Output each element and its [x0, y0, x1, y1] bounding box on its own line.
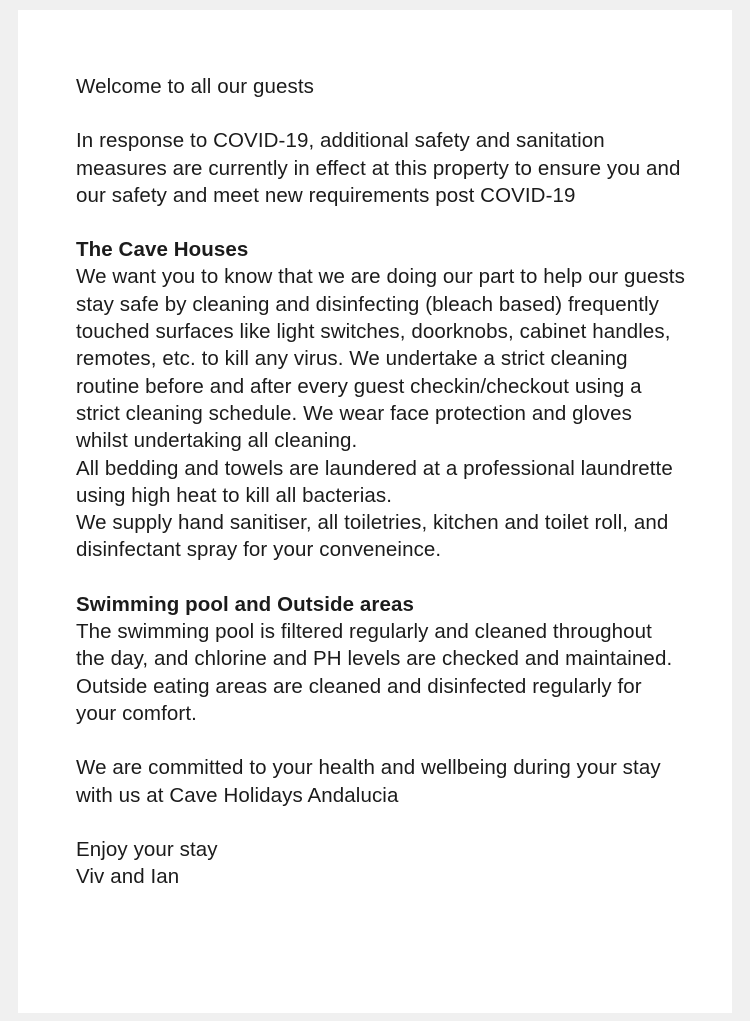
pool-maintenance-paragraph: The swimming pool is filtered regularly and cleaned throughout the day, and chlorine and PH levels are checked and maintained. [76, 620, 673, 671]
laundry-paragraph: All bedding and towels are laundered at a professional laundrette using high heat to kill all bacterias. [76, 456, 673, 507]
swimming-pool-heading: Swimming pool and Outside areas [76, 592, 414, 616]
outside-areas-paragraph: Outside eating areas are cleaned and disinfected regularly for your comfort. [76, 674, 642, 725]
document-page [18, 10, 732, 1013]
commitment-paragraph: We are committed to your health and wellbeing during your stay with us at Cave Holidays Andalucia [76, 756, 661, 807]
covid-intro-paragraph: In response to COVID-19, additional safety and sanitation measures are currently in effect at this property to ensure you and our safety and meet new requirements post COVID-19 [76, 129, 681, 207]
welcome-line: Welcome to all our guests [76, 75, 314, 98]
supplies-paragraph: We supply hand sanitiser, all toiletries, kitchen and toilet roll, and disinfectant spray for your conveneince. [76, 511, 669, 562]
cave-houses-heading: The Cave Houses [76, 238, 249, 262]
document-body [76, 73, 686, 890]
signature-line: Viv and Ian [76, 865, 180, 889]
cave-houses-cleaning-paragraph: We want you to know that we are doing our part to help our guests stay safe by cleaning and disinfecting (bleach based) frequently touched surfaces like light switches, doorknobs, cabinet handles, remotes, etc. to kill any virus. We undertake a strict cleaning routine before and after every guest checkin/checkout using a strict cleaning schedule. We wear face protection and gloves whilst undertaking all cleaning. [76, 265, 685, 453]
enjoy-your-stay-line: Enjoy your stay [76, 837, 218, 861]
